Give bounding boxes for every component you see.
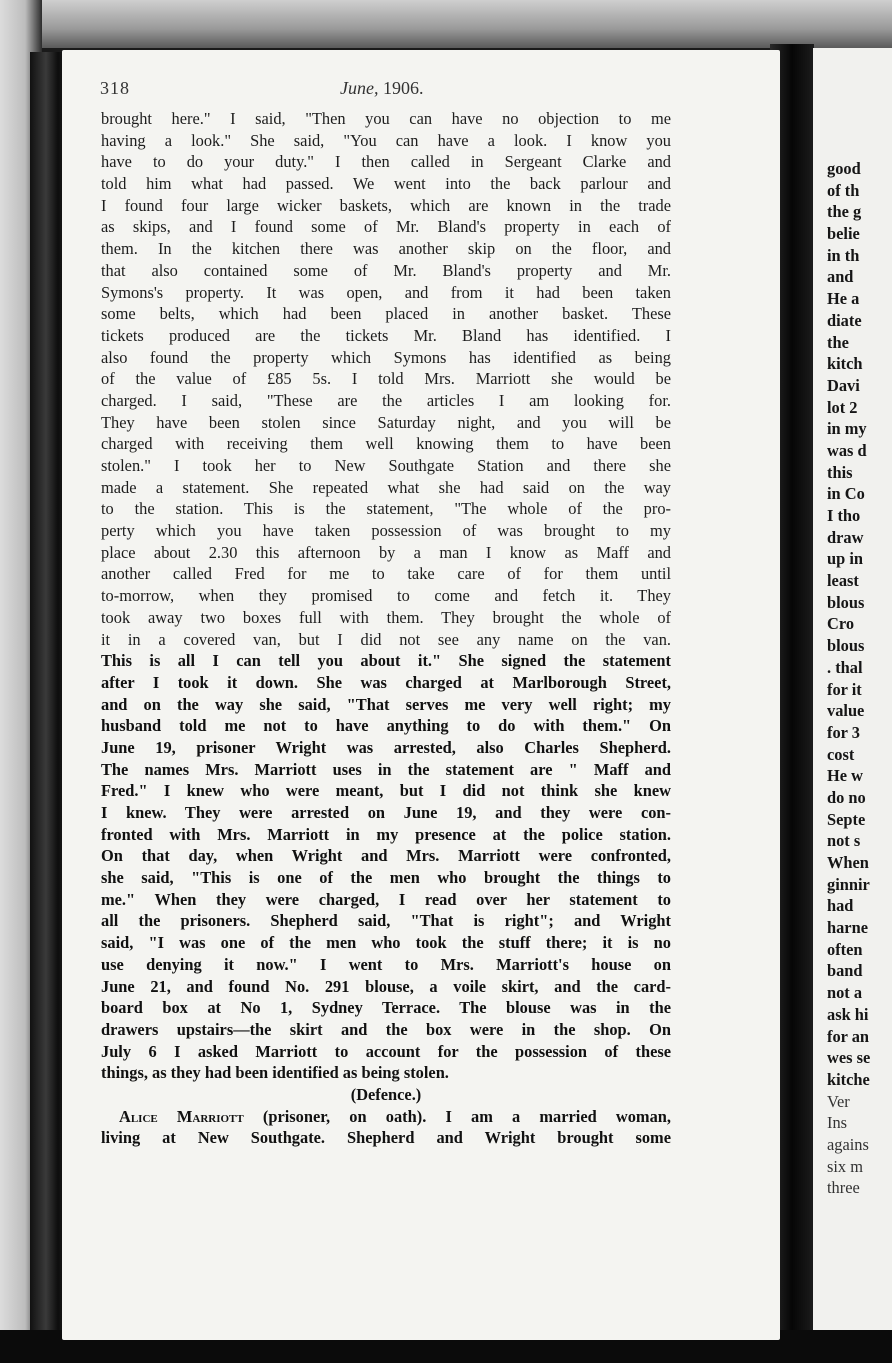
right-page-line: blous <box>827 592 865 612</box>
right-page-line: of th <box>827 180 860 200</box>
right-page-line: the g <box>827 202 862 222</box>
text-line <box>101 1106 671 1128</box>
text-line: The names Mrs. Marriott uses in the statement are " Maff and <box>101 759 671 779</box>
text-line: fronted with Mrs. Marriott in my presence at the police station. <box>101 824 671 844</box>
right-page-line: He a <box>827 289 860 309</box>
right-page-line: Septe <box>827 809 866 829</box>
right-page-line: for 3 <box>827 722 860 742</box>
right-page-line: ginnir <box>827 874 870 894</box>
right-page-line: three <box>827 1178 860 1198</box>
page-number: 318 <box>100 78 130 98</box>
text-line: July 6 I asked Marriott to account for the possession of these <box>101 1041 671 1061</box>
text-line: all the prisoners. Shepherd said, "That is right"; and Wright <box>101 911 671 931</box>
running-head <box>100 78 620 104</box>
right-page-line: not a <box>827 983 863 1003</box>
section-heading: (Defence.) <box>350 1084 422 1104</box>
scan-top-edge <box>0 0 892 48</box>
right-page-line: was d <box>827 440 867 460</box>
right-page-line: for an <box>827 1026 870 1046</box>
right-page-line: . thal <box>827 657 863 677</box>
speaker-statement: (prisoner, on oath). I am a married woman, <box>243 1106 671 1126</box>
right-page-line: kitch <box>827 354 863 374</box>
right-page-line: band <box>827 961 863 981</box>
right-page-line: in th <box>827 245 860 265</box>
right-page-line: in my <box>827 419 867 439</box>
text-line: also found the property which Symons has identified as being <box>101 347 671 367</box>
right-page-line: agains <box>827 1134 869 1154</box>
text-line: drawers upstairs—the skirt and the box were in the shop. On <box>101 1019 671 1039</box>
right-page-line: Cro <box>827 614 855 634</box>
text-line: told him what had passed. We went into the back parlour and <box>101 174 671 194</box>
text-line: made a statement. She repeated what she had said on the way <box>101 477 671 497</box>
text-line: have to do your duty." I then called in Sergeant Clarke and <box>101 152 671 172</box>
right-page-line: draw <box>827 527 864 547</box>
text-line: brought here." I said, "Then you can have no objection to me <box>101 109 671 128</box>
text-line: of the value of £85 5s. I told Mrs. Marriott she would be <box>101 369 671 389</box>
text-line: and on the way she said, "That serves me very well right; my <box>101 694 671 714</box>
right-page-line: lot 2 <box>827 397 858 417</box>
text-line: charged with receiving them well knowing them to have been <box>101 434 671 454</box>
text-line: June 21, and found No. 291 blouse, a voile skirt, and the card- <box>101 976 671 996</box>
right-page-line: good <box>827 159 861 178</box>
text-line: to the station. This is the statement, "The whole of the pro- <box>101 499 671 519</box>
text-line: place about 2.30 this afternoon by a man I know as Maff and <box>101 542 671 562</box>
running-title <box>340 78 423 99</box>
text-line: stolen." I took her to New Southgate Station and there she <box>101 456 671 475</box>
book-page-right <box>813 48 892 1330</box>
text-line: use denying it now." I went to Mrs. Marriott's house on <box>101 954 671 974</box>
text-line: husband told me not to have anything to do with them." On <box>101 716 671 736</box>
text-line: This is all I can tell you about it." She signed the statement <box>101 651 671 671</box>
text-line: They have been stolen since Saturday night, and you will be <box>101 412 671 432</box>
right-page-line: had <box>827 896 854 916</box>
text-line: another called Fred for me to take care of for them until <box>101 564 671 584</box>
text-line: she said, "This is one of the men who brought the things to <box>101 868 671 888</box>
right-page-line: do no <box>827 787 866 807</box>
text-line: some belts, which had been placed in another basket. These <box>101 304 671 324</box>
text-line: as skips, and I found some of Mr. Bland's property in each of <box>101 217 671 237</box>
text-line: Symons's property. It was open, and from it had been taken <box>101 282 671 302</box>
right-page-line: He w <box>827 766 863 786</box>
right-page-line: blous <box>827 636 865 656</box>
text-line: On that day, when Wright and Mrs. Marriott were confronted, <box>101 846 671 866</box>
right-page-line: not s <box>827 831 861 851</box>
right-page-line: the <box>827 332 849 352</box>
right-page-line: ask hi <box>827 1004 869 1024</box>
text-line: that also contained some of Mr. Bland's property and Mr. <box>101 260 671 280</box>
text-line: after I took it down. She was charged at Marlborough Street, <box>101 672 671 692</box>
right-page-line: belie <box>827 224 860 244</box>
right-page-line: for it <box>827 679 862 699</box>
text-line: June 19, prisoner Wright was arrested, also Charles Shepherd. <box>101 737 671 757</box>
right-page-line: in Co <box>827 484 865 504</box>
text-line: said, "I was one of the men who took the stuff there; it is no <box>101 933 671 953</box>
text-line: I knew. They were arrested on June 19, and they were con- <box>101 803 671 822</box>
right-page-line: Ins <box>827 1113 848 1133</box>
right-page-line: up in <box>827 549 863 569</box>
right-page-line: When <box>827 853 869 872</box>
text-line: having a look." She said, "You can have a look. I know you <box>101 130 671 150</box>
text-line: took away two boxes full with them. They brought the whole of <box>101 607 671 627</box>
body-text <box>101 108 671 1149</box>
text-line: them. In the kitchen there was another skip on the floor, and <box>101 239 671 259</box>
running-title-month: June, <box>340 78 379 98</box>
text-line: it in a covered van, but I did not see any name on the van. <box>101 629 671 649</box>
right-page-line: six m <box>827 1156 863 1176</box>
text-line: Fred." I knew who were meant, but I did not think she knew <box>101 781 671 801</box>
text-line: I found four large wicker baskets, which are known in the trade <box>101 195 671 215</box>
text-line: charged. I said, "These are the articles I am looking for. <box>101 390 671 410</box>
right-page-line: kitche <box>827 1069 870 1089</box>
speaker-name: Alice Marriott <box>119 1106 244 1126</box>
right-page-line: diate <box>827 310 862 330</box>
right-page-line: I tho <box>827 506 861 525</box>
right-page-line: often <box>827 939 863 959</box>
text-line: perty which you have taken possession of was brought to my <box>101 521 671 541</box>
text-line: tickets produced are the tickets Mr. Bland has identified. I <box>101 325 671 345</box>
right-page-line: value <box>827 701 865 721</box>
right-page-line: least <box>827 571 859 591</box>
text-line: board box at No 1, Sydney Terrace. The blouse was in the <box>101 998 671 1018</box>
right-page-line: Ver <box>827 1091 850 1111</box>
text-line: things, as they had been identified as being stolen. <box>101 1063 449 1083</box>
text-line: living at New Southgate. Shepherd and Wright brought some <box>101 1128 671 1148</box>
text-line: to-morrow, when they promised to come and fetch it. They <box>101 586 671 606</box>
right-page-line: and <box>827 267 854 287</box>
right-page-text <box>827 158 892 1199</box>
right-page-line: cost <box>827 744 855 764</box>
right-page-line: wes se <box>827 1048 871 1068</box>
right-page-line: Davi <box>827 375 860 395</box>
right-page-line: harne <box>827 918 868 938</box>
right-page-line: this <box>827 462 853 482</box>
running-title-year: 1906. <box>382 78 424 98</box>
text-line: me." When they were charged, I read over her statement to <box>101 889 671 909</box>
